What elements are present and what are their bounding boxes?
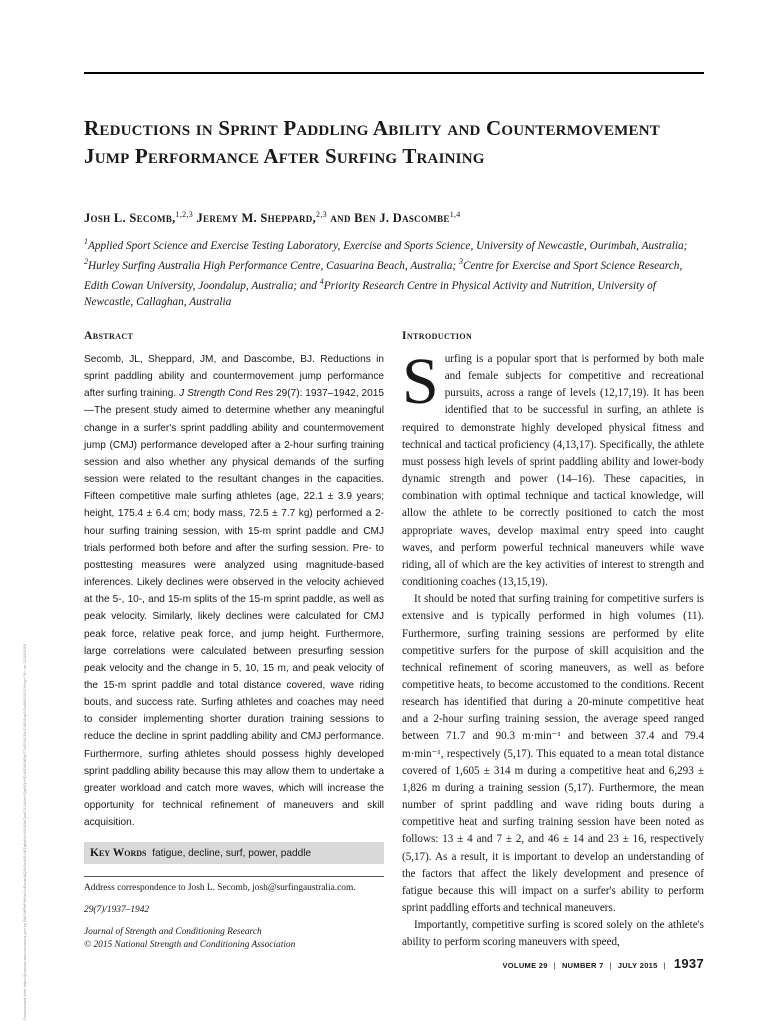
affil-sup: 4 — [319, 277, 324, 287]
affil-text: Priority Research Centre in Physical Activity and Nutrition, University of Newcastle, Callaghan, Australia — [84, 279, 656, 309]
correspondence-note: Address correspondence to Josh L. Secomb, josh@surfingaustralia.com. — [84, 883, 356, 893]
abstract-citation-pages: 29(7): 1937–1942, 2015— — [84, 388, 384, 417]
footer-date: JULY 2015 — [617, 961, 658, 970]
dropcap-letter: S — [402, 345, 439, 418]
abstract-text: The present study aimed to determine whether any meaningful change in a surfer's sprint paddling ability and countermovement jump (CMJ) performance developed after a 2-hour surfing training session and also whether any physical demands of the surfing session were related to the resultant changes in the capacities. Fifteen competitive male surfing athletes (age, 22.1 ± 3.9 years; height, 175.4 ± 6.4 cm; body mass, 72.5 ± 7.7 kg) performed a 2-hour surfing training session, with 15-m sprint paddle and CMJ trials performed both before and after the surfing session. Pre- to posttesting measures were analyzed using magnitude-based inferences. Likely declines were observed in the velocity achieved at the 5-, 10-, and 15-m splits of the 15-m sprint paddle, as well as peak velocity. Similarly, likely declines were calculated for CMJ peak force, relative peak force, and jump height. Furthermore, large correlations were calculated between presurfing session peak velocity and the change in 5, 10, 15 m, and peak velocity of the 15-m sprint paddle and total distance covered, wave riding bouts, and success rate. Surfing athletes and coaches may need to consider implementing shorter duration training sessions to reduce the decline in sprint paddling ability and CMJ performance. Furthermore, surfing athletes should possess highly developed sprint paddling ability because this may allow them to undertake a greater workload and catch more waves, which will increase the opportunity for technical refinement of maneuvers and skill acquisition. — [84, 405, 384, 829]
page-footer — [503, 956, 705, 971]
keywords-box — [84, 842, 384, 864]
author-affil-sup: 2,3 — [316, 210, 327, 219]
intro-paragraph-1 — [402, 345, 704, 591]
volume-pages: 29(7)/1937–1942 — [84, 905, 150, 915]
abstract-heading: Abstract — [84, 330, 134, 342]
affil-sup: 3 — [459, 257, 463, 267]
affil-sup: 1 — [84, 237, 88, 246]
footer-separator: | — [553, 961, 556, 970]
copyright-note: © 2015 National Strength and Conditioning Association — [84, 940, 296, 950]
introduction-heading: Introduction — [402, 330, 473, 342]
journal-abbrev: J Strength Cond Res — [179, 388, 274, 400]
top-rule — [84, 72, 704, 74]
footer-separator: | — [663, 961, 666, 970]
affil-text: Centre for Exercise and Sport Science Research, Edith Cowan University, Joondalup, Australia; and — [84, 259, 683, 292]
author-name: Jeremy M. Sheppard, — [196, 211, 317, 226]
author-name: and Ben J. Dascombe — [330, 211, 450, 226]
download-watermark: Downloaded from https://journals.lww.com/nsca-jscr by BhDMf5ePHKav1zEoum1tQfN4a+kJLhEZgbsIHo4XMi0hCywCX1AWnYQp/IlQrHD3i3D0OdRyi7TvSFl4Cf3VC4/OAVpDDa8KKGKV0Ymy+78= on 11/03/2019 — [22, 643, 27, 1020]
author-list — [84, 210, 704, 226]
footer-number: NUMBER 7 — [561, 961, 604, 970]
abstract-citation: Secomb, JL, Sheppard, JM, and Dascombe, BJ. Reductions in sprint paddling ability and countermovement jump performance after surfing training. — [84, 354, 384, 400]
affil-text: Hurley Surfing Australia High Performance Centre, Casuarina Beach, Australia; — [88, 259, 459, 272]
keywords-label: Key Words — [90, 847, 147, 860]
affil-sup: 2 — [84, 257, 88, 267]
article-title: Reductions in Sprint Paddling Ability and Countermovement Jump Performance After Surfing Training — [84, 116, 660, 168]
footer-separator: | — [609, 961, 612, 970]
affil-text: Applied Sport Science and Exercise Testing Laboratory, Exercise and Sports Science, University of Newcastle, Ourimbah, Australia; — [88, 239, 688, 252]
author-name: Josh L. Secomb, — [84, 211, 176, 226]
author-affil-sup: 1,2,3 — [175, 210, 194, 219]
footer-volume: VOLUME 29 — [502, 961, 548, 970]
intro-paragraph-3: Importantly, competitive surfing is scored solely on the athlete's ability to perform scoring maneuvers with speed, — [402, 919, 704, 949]
footnotes — [84, 876, 384, 952]
keywords-list: fatigue, decline, surf, power, paddle — [152, 848, 312, 860]
journal-name: Journal of Strength and Conditioning Research — [84, 927, 262, 937]
page-number: 1937 — [673, 956, 704, 971]
abstract-column — [84, 330, 384, 864]
intro-paragraph-2: It should be noted that surfing training for competitive surfers is extensive and is typically performed in high volumes (11). Furthermore, surfing training sessions are performed by elite competitive surfers for the purpose of skill acquisition and the technical refinement of scoring maneuvers, as well as before competitive heats, to become accustomed to the conditions. Recent research has identified that during a 20-minute competitive heat and a 2-hour surfing training session, the average speed ranged between 71.7 and 90.3 m·min⁻¹ and between 37.4 and 79.4 m·min⁻¹, respectively (5,17). This equated to a mean total distance covered of 1,605 ± 314 m during a competitive heat and 6,293 ± 1,826 m during a training session (5,17). Furthermore, the mean number of sprint paddling and wave riding bouts during a competitive heat and surfing training session have been noted as follows: 13 ± 4 and 7 ± 2, and 46 ± 14 and 23 ± 16, respectively (5,17). As a result, it is important to develop an understanding of the factors that affect the likely development and presence of fatigue because this will impact on a surfer's ability to perform sprint paddling efforts and technical maneuvers. — [402, 593, 704, 914]
introduction-column — [402, 330, 704, 951]
intro-text: urfing is a popular sport that is performed by both male and female subjects for competitive and recreational pursuits, across a range of levels (12,17,19). It has been identified that to be successful in surfing, an athlete is required to demonstrate highly developed physical fitness and technical and tactical proficiency (4,13,17). Specifically, the athlete must possess high levels of sprint paddling ability and lower-body dynamic strength and power (14–16). These capacities, in combination with optimal technique and tactical knowledge, will allow the athlete to be correctly positioned to catch the most appropriate waves, develop maximal entry speed into caught waves, and perform powerful technical maneuvers while wave riding, all of which are the key activities of interest to strength and conditioning coaches (13,15,19). — [402, 353, 704, 589]
affiliations — [84, 234, 704, 310]
abstract-body — [84, 351, 384, 831]
author-affil-sup: 1,4 — [449, 210, 461, 219]
